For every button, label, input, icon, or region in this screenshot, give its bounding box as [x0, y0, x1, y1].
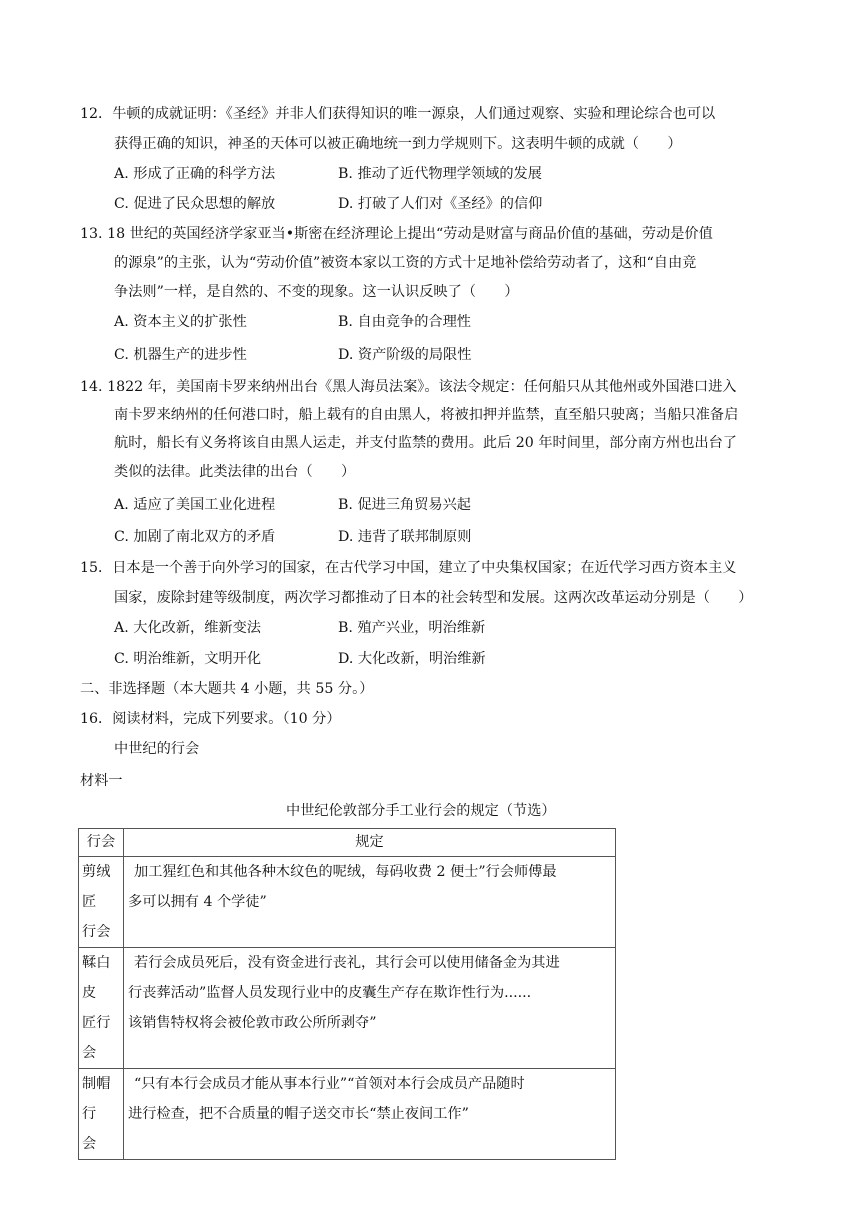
- question-13-line-1: 13. 18 世纪的英国经济学家亚当•斯密在经济理论上提出“劳动是财富与商品价值的基础，劳动是价值: [80, 226, 713, 242]
- material-label: 材料一: [80, 773, 123, 789]
- guild-name-cell: [79, 1069, 124, 1160]
- guild-name-line: 匠行会: [82, 1015, 111, 1061]
- guild-rule-line: 多可以拥有 4 个学徒”: [128, 894, 267, 910]
- guild-rule-cell: [124, 948, 616, 1069]
- question-15-option-b: B. 殖产兴业，明治维新: [338, 620, 486, 636]
- question-12-option-b: B. 推动了近代物理学领域的发展: [338, 166, 542, 182]
- guild-rule-line: 加工猩红色和其他各种木纹色的呢绒，每码收费 2 便士”行会师傅最: [134, 864, 557, 880]
- guild-rule-line: “只有本行会成员才能从事本行业”“首领对本行会成员产品随时: [134, 1076, 525, 1092]
- question-13-option-c: C. 机器生产的进步性: [114, 347, 247, 363]
- table-row: [79, 857, 616, 948]
- question-14-option-c: C. 加剧了南北双方的矛盾: [114, 529, 276, 545]
- guild-rule-cell: [124, 857, 616, 948]
- guild-name-line: 制帽行: [82, 1076, 111, 1122]
- section-2-heading: 二、非选择题（本大题共 4 小题，共 55 分。）: [80, 681, 374, 697]
- question-13-option-b: B. 自由竞争的合理性: [338, 314, 471, 330]
- guild-rule-line: 该销售特权将会被伦敦市政公所所剥夺”: [128, 1015, 377, 1031]
- question-12-option-d: D. 打破了人们对《圣经》的信仰: [338, 196, 543, 212]
- question-14-line-3: 航时，船长有义务将该自由黑人运走，并支付监禁的费用。此后 20 年时间里，部分南方州也出台了: [114, 435, 737, 451]
- question-16-title: 中世纪的行会: [114, 741, 200, 757]
- guild-rule-line: 行丧葬活动”监督人员发现行业中的皮囊生产存在欺诈性行为......: [128, 985, 532, 1001]
- question-14-option-d: D. 违背了联邦制原则: [338, 529, 472, 545]
- question-13-option-d: D. 资产阶级的局限性: [338, 347, 472, 363]
- guild-rule-cell: [124, 1069, 616, 1160]
- table-header-rules: 规定: [124, 829, 616, 857]
- guild-name-line: 鞣白皮: [82, 955, 111, 1001]
- question-12-line-2: 获得正确的知识，神圣的天体可以被正确地统一到力学规则下。这表明牛顿的成就（ ）: [114, 136, 682, 152]
- guild-name-line: 剪绒匠: [82, 864, 111, 910]
- table-header-guild: 行会: [79, 829, 124, 857]
- question-15-option-a: A. 大化改新，维新变法: [114, 620, 261, 636]
- question-12-option-c: C. 促进了民众思想的解放: [114, 196, 276, 212]
- question-14-option-b: B. 促进三角贸易兴起: [338, 497, 471, 513]
- guild-name-cell: [79, 857, 124, 948]
- guild-rule-line: 若行会成员死后，没有资金进行丧礼，其行会可以使用储备金为其进: [134, 955, 560, 971]
- guild-name-line: 会: [82, 1136, 97, 1152]
- table-caption: 中世纪伦敦部分手工业行会的规定（节选）: [286, 803, 556, 819]
- question-13-line-3: 争法则”一样，是自然的、不变的现象。这一认识反映了（ ）: [114, 284, 519, 300]
- table-row: [79, 948, 616, 1069]
- question-15-option-c: C. 明治维新，文明开化: [114, 651, 262, 667]
- question-12-option-a: A. 形成了正确的科学方法: [114, 166, 276, 182]
- guild-name-line: 行会: [82, 924, 111, 940]
- question-14-line-4: 类似的法律。此类法律的出台（ ）: [114, 464, 356, 480]
- question-16-prompt: 16．阅读材料，完成下列要求。（10 分）: [80, 711, 341, 727]
- question-15-line-2: 国家，废除封建等级制度，两次学习都推动了日本的社会转型和发展。这两次改革运动分别是（ ）: [114, 590, 753, 606]
- table-header-row: [79, 829, 616, 857]
- question-15-line-1: 15．日本是一个善于向外学习的国家，在古代学习中国，建立了中央集权国家；在近代学习西方资本主义: [80, 560, 737, 576]
- question-15-option-d: D. 大化改新，明治维新: [338, 651, 486, 667]
- question-14-option-a: A. 适应了美国工业化进程: [114, 497, 276, 513]
- question-14-line-1: 14. 1822 年，美国南卡罗来纳州出台《黑人海员法案》。该法令规定：任何船只从其他州或外国港口进入: [80, 379, 737, 395]
- guild-rules-table: [78, 828, 616, 1160]
- table-row: [79, 1069, 616, 1160]
- question-13-line-2: 的源泉”的主张，认为“劳动价值”被资本家以工资的方式十足地补偿给劳动者了，这和“自由竞: [114, 255, 697, 271]
- guild-rule-line: 进行检查，把不合质量的帽子送交市长“禁止夜间工作”: [128, 1106, 469, 1122]
- question-13-option-a: A. 资本主义的扩张性: [114, 314, 247, 330]
- guild-name-cell: [79, 948, 124, 1069]
- question-14-line-2: 南卡罗来纳州的任何港口时，船上载有的自由黑人，将被扣押并监禁，直至船只驶离；当船只准备启: [114, 407, 739, 423]
- question-12-line-1: 12．牛顿的成就证明：《圣经》并非人们获得知识的唯一源泉，人们通过观察、实验和理论综合也可以: [80, 106, 716, 122]
